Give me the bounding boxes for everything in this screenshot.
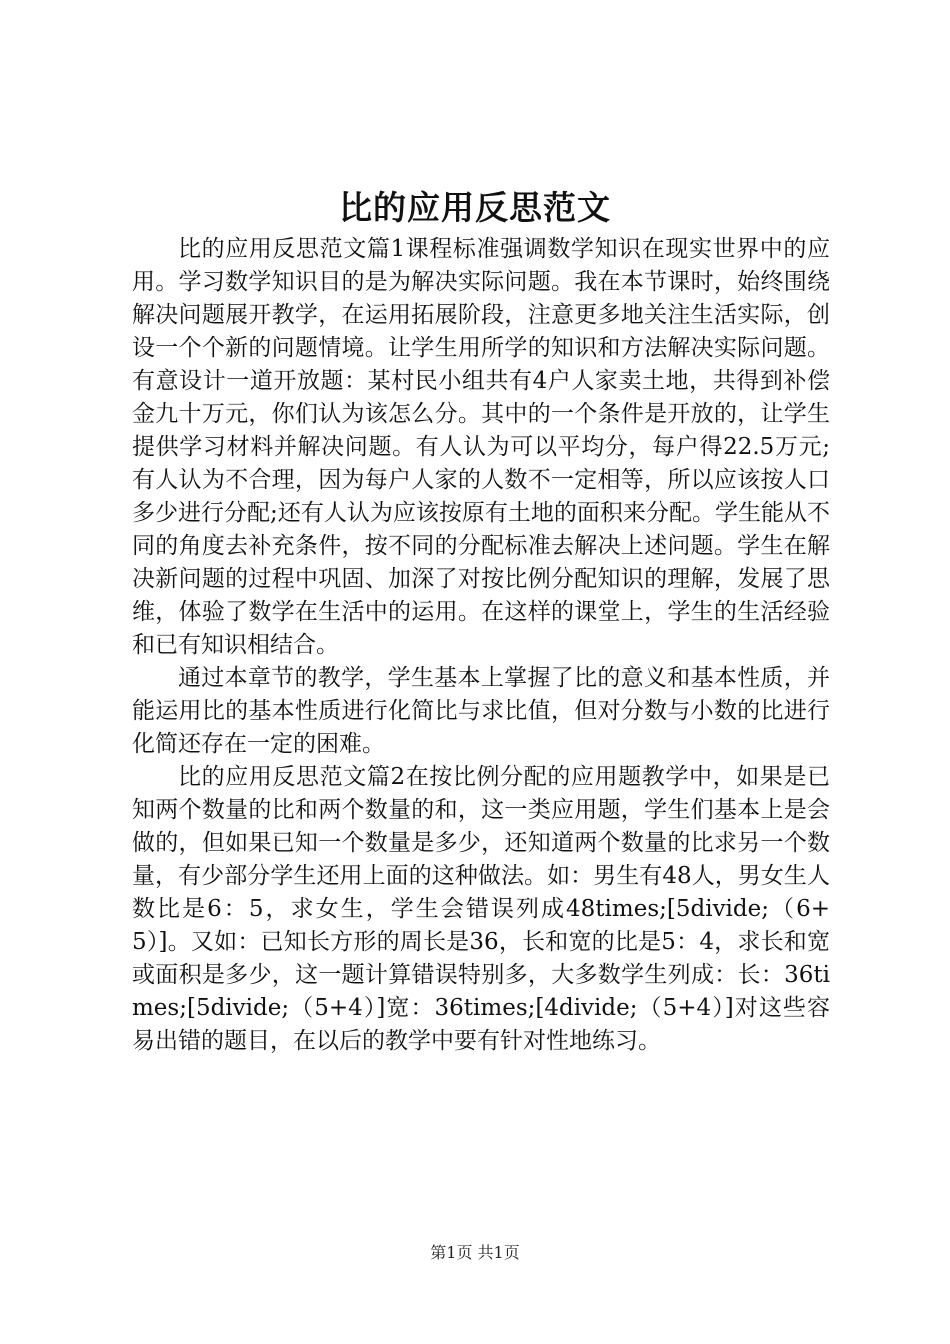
paragraph-2: 通过本章节的教学，学生基本上掌握了比的意义和基本性质，并能运用比的基本性质进行化简比与求比值，但对分数与小数的比进行化简还存在一定的困难。 — [132, 665, 830, 757]
paragraph-3: 比的应用反思范文篇2在按比例分配的应用题教学中，如果是已知两个数量的比和两个数量的和，这一类应用题，学生们基本上是会做的，但如果已知一个数量是多少，还知道两个数量的比求另一个数量，有少部分学生还用上面的这种做法。如：男生有48人，男女生人数比是6：5，求女生，学生会错误列成48times;[5divide;（6+5）]。又如：已知长方形的周长是36，长和宽的比是5：4，求长和宽或面积是多少，这一题计算错误特别多，大多数学生列成：长：36times;[5divide;（5+4）]宽：36times;[4divide;（5+4）]对这些容易出错的题目，在以后的教学中要有针对性地练习。 — [132, 764, 830, 1054]
paragraph-1: 比的应用反思范文篇1课程标准强调数学知识在现实世界中的应用。学习数学知识目的是为解决实际问题。我在本节课时，始终围绕解决问题展开教学，在运用拓展阶段，注意更多地关注生活实际，创设一个个新的问题情境。让学生用所学的知识和方法解决实际问题。有意设计一道开放题：某村民小组共有4户人家卖土地，共得到补偿金九十万元，你们认为该怎么分。其中的一个条件是开放的，让学生提供学习材料并解决问题。有人认为可以平均分，每户得22.5万元;有人认为不合理，因为每户人家的人数不一定相等，所以应该按人口多少进行分配;还有人认为应该按原有土地的面积来分配。学生能从不同的角度去补充条件，按不同的分配标准去解决上述问题。学生在解决新问题的过程中巩固、加深了对按比例分配知识的理解，发展了思维，体验了数学在生活中的运用。在这样的课堂上，学生的生活经验和已有知识相结合。 — [132, 236, 830, 658]
document-title: 比的应用反思范文 — [339, 188, 611, 227]
document-body — [132, 233, 830, 1058]
page-footer: 第1页 共1页 — [430, 1243, 520, 1262]
